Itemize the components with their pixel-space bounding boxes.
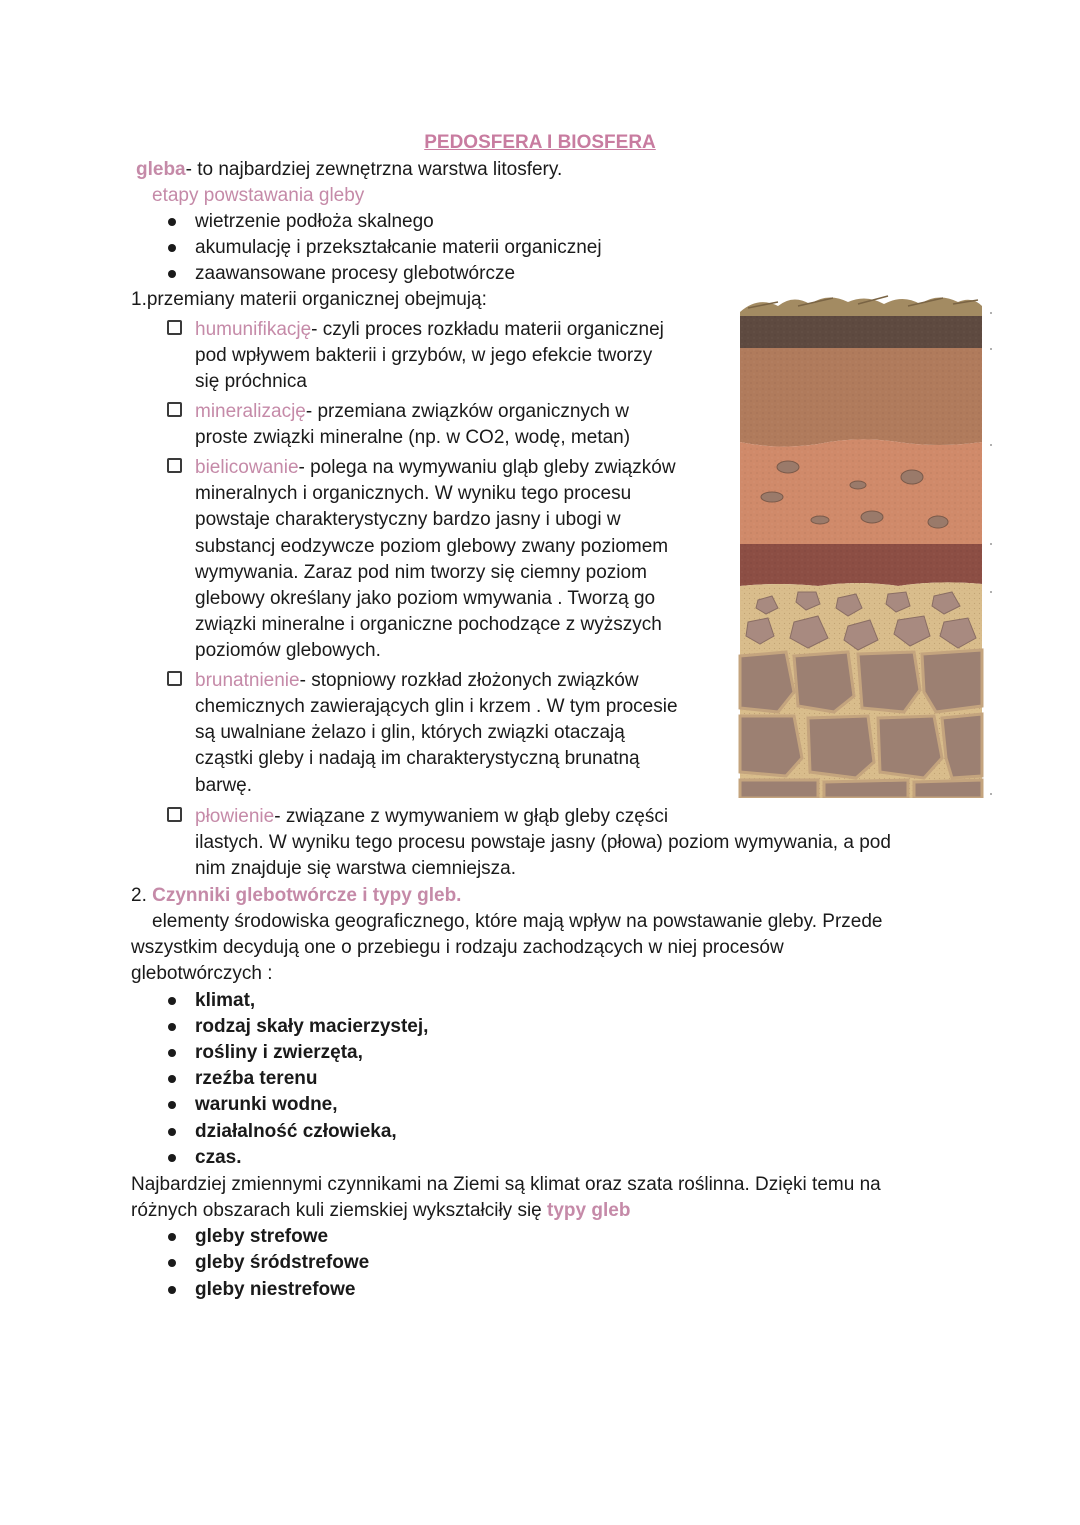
list-item: gleby strefowe: [195, 1226, 329, 1247]
item-text: - związane z wymywaniem w głąb gleby części: [274, 806, 669, 827]
bullet-icon: [168, 1075, 176, 1083]
stages-heading: etapy powstawania gleby: [152, 185, 365, 206]
list-item: rośliny i zwierzęta,: [195, 1042, 363, 1063]
item-text: powstaje charakterystyczny bardzo jasny i ubogi w: [195, 509, 621, 530]
list-item: klimat,: [195, 990, 256, 1011]
checkbox-bielicowanie[interactable]: [167, 458, 182, 473]
section2-intro: glebotwórczych :: [131, 963, 273, 984]
bullet-icon: [168, 218, 176, 226]
item-text: nim znajduje się warstwa ciemniejsza.: [195, 858, 517, 879]
item-text: glebowy określany jako poziom wmywania . Tworzą go: [195, 588, 656, 609]
list-item: gleby niestrefowe: [195, 1279, 356, 1300]
item-text: mineralnych i organicznych. W wyniku tego procesu: [195, 483, 632, 504]
gleba-text: - to najbardziej zewnętrzna warstwa litosfery.: [185, 159, 563, 180]
term-bielicowanie: bielicowanie: [195, 457, 299, 478]
list-item: akumulację i przekształcanie materii organicznej: [195, 237, 602, 258]
list-item: rodzaj skały macierzystej,: [195, 1016, 429, 1037]
item-text: są uwalniane żelazo i glin, których związki otaczają: [195, 722, 625, 743]
bullet-icon: [168, 1023, 176, 1031]
section2-outro-line2: [131, 1198, 630, 1224]
item-text: - przemiana związków organicznych w: [305, 401, 629, 422]
section2-number: 2.: [131, 885, 153, 906]
bullet-icon: [168, 1128, 176, 1136]
item-text: pod wpływem bakterii i grzybów, w jego efekcie tworzy: [195, 345, 653, 366]
section1-heading: 1.przemiany materii organicznej obejmują:: [131, 289, 487, 310]
gleba-term: gleba: [136, 159, 186, 180]
bullet-icon: [168, 1259, 176, 1267]
bullet-icon: [168, 1286, 176, 1294]
list-item: gleby śródstrefowe: [195, 1252, 370, 1273]
section2-intro: wszystkim decydują one o przebiegu i rodzaju zachodzących w niej procesów: [131, 937, 784, 958]
item-text: poziomów glebowych.: [195, 640, 381, 661]
term-mineralizacja: mineralizację: [195, 401, 306, 422]
margin-mark: [990, 793, 992, 795]
checkbox-brunatnienie[interactable]: [167, 671, 182, 686]
list-item: czas.: [195, 1147, 242, 1168]
list-item: wietrzenie podłoża skalnego: [195, 211, 434, 232]
bullet-icon: [168, 1154, 176, 1162]
section2-intro: elementy środowiska geograficznego, które mają wpływ na powstawanie gleby. Przede: [152, 911, 883, 932]
item-text: - polega na wymywaniu gląb gleby związków: [298, 457, 676, 478]
bullet-icon: [168, 244, 176, 252]
margin-mark: [990, 312, 992, 314]
section2-title: Czynniki glebotwórcze i typy gleb.: [152, 885, 462, 906]
term-humunifikacja: humunifikację: [195, 319, 312, 340]
bullet-icon: [168, 1101, 176, 1109]
item-bielicowanie-line1: [195, 455, 676, 481]
item-mineralizacja-line1: [195, 399, 629, 425]
term-typy-gleb: typy gleb: [547, 1200, 631, 1221]
item-text: proste związki mineralne (np. w CO2, wodę, metan): [195, 427, 631, 448]
item-text: wymywania. Zaraz pod nim tworzy się ciemny poziom: [195, 562, 647, 583]
bullet-icon: [168, 1233, 176, 1241]
term-brunatnienie: brunatnienie: [195, 670, 300, 691]
item-text: substancj eodzywcze poziom glebowy zwany poziomem: [195, 536, 669, 557]
list-item: warunki wodne,: [195, 1094, 338, 1115]
item-humunifikacja-line1: [195, 317, 664, 343]
margin-mark: [990, 444, 992, 446]
section2-outro: Najbardziej zmiennymi czynnikami na Ziemi są klimat oraz szata roślinna. Dzięki temu na: [131, 1174, 881, 1195]
gleba-definition: [136, 157, 562, 183]
margin-mark: [990, 348, 992, 350]
item-text: cząstki gleby i nadają im charakterystyczną brunatną: [195, 748, 640, 769]
bullet-icon: [168, 997, 176, 1005]
margin-mark: [990, 543, 992, 545]
bullet-icon: [168, 270, 176, 278]
list-item: działalność człowieka,: [195, 1121, 397, 1142]
item-text: - stopniowy rozkład złożonych związków: [299, 670, 639, 691]
item-text: chemicznych zawierających glin i krzem . W tym procesie: [195, 696, 678, 717]
checkbox-plowienie[interactable]: [167, 807, 182, 822]
list-item: rzeźba terenu: [195, 1068, 318, 1089]
section2-heading: [131, 883, 461, 909]
page-title: PEDOSFERA I BIOSFERA: [424, 132, 656, 153]
item-text: - czyli proces rozkładu materii organicznej: [311, 319, 664, 340]
item-text: się próchnica: [195, 371, 307, 392]
checkbox-mineralizacja[interactable]: [167, 402, 182, 417]
item-plowienie-line1: [195, 804, 668, 830]
margin-mark: [990, 591, 992, 593]
checkbox-humunifikacja[interactable]: [167, 320, 182, 335]
item-text: barwę.: [195, 775, 253, 796]
item-text: ilastych. W wyniku tego procesu powstaje jasny (płowa) poziom wymywania, a pod: [195, 832, 891, 853]
item-text: związki mineralne i organiczne pochodzące z wyższych: [195, 614, 662, 635]
term-plowienie: płowienie: [195, 806, 275, 827]
outro-text: różnych obszarach kuli ziemskiej wykształciły się: [131, 1200, 548, 1221]
item-brunatnienie-line1: [195, 668, 639, 694]
bullet-icon: [168, 1049, 176, 1057]
list-item: zaawansowane procesy glebotwórcze: [195, 263, 516, 284]
soil-profile-illustration: [738, 292, 984, 798]
